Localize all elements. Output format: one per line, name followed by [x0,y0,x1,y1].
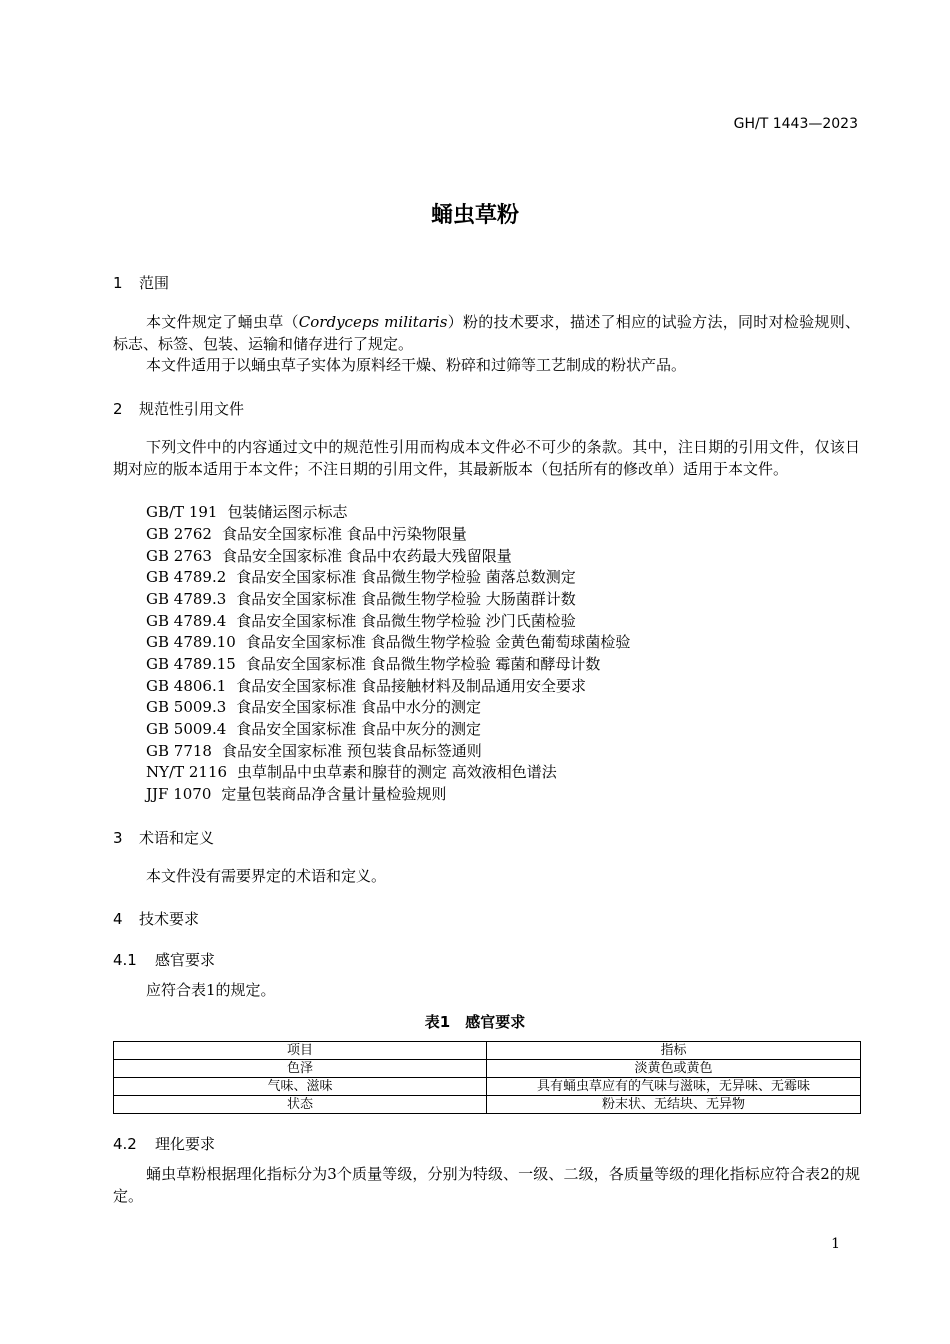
reference-item [146,567,576,589]
section-number: 1 [113,274,123,292]
section-4-2-paragraph: 蛹虫草粉根据理化指标分为3个质量等级，分别为特级、一级、二级，各质量等级的理化指标应符合表2的规定。 [113,1165,860,1205]
reference-item [146,676,586,698]
reference-item [146,589,576,611]
section-4-1-heading [113,949,215,970]
reference-item [146,546,512,568]
latin-name: Cordyceps militaris [298,313,448,331]
section-title: 术语和定义 [139,829,215,847]
section-title: 技术要求 [139,910,200,928]
reference-item [146,697,481,719]
reference-code: GB 5009.4 [146,720,227,738]
table-header-cell: 项目 [114,1042,487,1060]
reference-title: 食品安全国家标准 食品微生物学检验 金黄色葡萄球菌检验 [245,633,631,651]
table-cell: 状态 [114,1096,487,1114]
section-number: 4.1 [113,951,137,969]
reference-title: 虫草制品中虫草素和腺苷的测定 高效液相色谱法 [237,763,557,781]
reference-item [146,502,347,524]
table-row [114,1060,861,1078]
reference-code: GB 4789.15 [146,655,236,673]
reference-item [146,784,446,806]
reference-title: 食品安全国家标准 食品中灰分的测定 [236,720,482,738]
reference-code: GB 2762 [146,525,212,543]
section-2-heading [113,398,244,419]
table-cell: 气味、滋味 [114,1078,487,1096]
reference-code: JJF 1070 [146,785,212,803]
section-3-heading [113,827,214,848]
reference-title: 食品安全国家标准 预包装食品标签通则 [221,742,482,760]
reference-title: 食品安全国家标准 食品微生物学检验 大肠菌群计数 [236,590,576,608]
reference-code: GB 4806.1 [146,677,227,695]
reference-item [146,741,482,763]
page-number: 1 [831,1236,840,1252]
reference-code: GB 4789.4 [146,612,227,630]
reference-item [146,654,600,676]
document-title: 蛹虫草粉 [430,203,519,228]
reference-code: NY/T 2116 [146,763,228,781]
reference-title: 食品安全国家标准 食品中水分的测定 [236,698,482,716]
reference-title: 食品安全国家标准 食品中农药最大残留限量 [221,547,512,565]
section-4-heading [113,908,199,929]
reference-code: GB 5009.3 [146,698,227,716]
reference-title: 定量包装商品净含量计量检验规则 [221,785,447,803]
section-number: 2 [113,400,123,418]
section-number: 3 [113,829,123,847]
table-1 [113,1041,861,1114]
reference-title: 食品安全国家标准 食品微生物学检验 霉菌和酵母计数 [245,655,601,673]
reference-title: 食品安全国家标准 食品微生物学检验 沙门氏菌检验 [236,612,576,630]
section-number: 4 [113,910,123,928]
table-row [114,1078,861,1096]
reference-title: 食品安全国家标准 食品中污染物限量 [221,525,467,543]
reference-code: GB 4789.2 [146,568,227,586]
reference-item [146,632,630,654]
reference-code: GB 7718 [146,742,212,760]
table-header-row [114,1042,861,1060]
section-4-1-paragraph: 应符合表1的规定。 [146,981,276,999]
text-run: 本文件规定了蛹虫草（ [146,313,299,331]
table-header-cell: 指标 [487,1042,861,1060]
table-cell: 具有蛹虫草应有的气味与滋味，无异味、无霉味 [487,1078,861,1096]
reference-title: 食品安全国家标准 食品接触材料及制品通用安全要求 [236,677,587,695]
table-1-caption: 表1 感官要求 [424,1013,526,1031]
reference-code: GB 4789.10 [146,633,236,651]
text-run: ）粉的技术要求，描述了相应的试验方法，同时对检验规则、标志、标签、包装、运输和储存进行了规定。 [113,313,860,353]
table-cell: 色泽 [114,1060,487,1078]
section-number: 4.2 [113,1135,137,1153]
standard-code: GH/T 1443—2023 [733,116,858,132]
section-1-paragraph-2: 本文件适用于以蛹虫草子实体为原料经干燥、粉碎和过筛等工艺制成的粉状产品。 [146,356,687,374]
section-title: 规范性引用文件 [139,400,245,418]
section-4-2-heading [113,1133,215,1154]
section-title: 理化要求 [155,1135,216,1153]
reference-code: GB 2763 [146,547,212,565]
reference-item [146,524,467,546]
section-2-paragraph: 下列文件中的内容通过文中的规范性引用而构成本文件必不可少的条款。其中，注日期的引用文件，仅该日期对应的版本适用于本文件；不注日期的引用文件，其最新版本（包括所有的修改单）适用于本文件。 [113,438,860,478]
reference-item [146,719,481,741]
reference-item [146,611,576,633]
reference-code: GB/T 191 [146,503,218,521]
section-3-paragraph: 本文件没有需要界定的术语和定义。 [146,867,387,885]
reference-item [146,762,557,784]
reference-code: GB 4789.3 [146,590,227,608]
section-title: 范围 [139,274,170,292]
section-1-heading [113,272,169,293]
table-row [114,1096,861,1114]
reference-title: 包装储运图示标志 [227,503,348,521]
section-title: 感官要求 [155,951,216,969]
table-cell: 粉末状、无结块、无异物 [487,1096,861,1114]
table-cell: 淡黄色或黄色 [487,1060,861,1078]
section-1-paragraph-1 [113,312,860,355]
reference-title: 食品安全国家标准 食品微生物学检验 菌落总数测定 [236,568,576,586]
